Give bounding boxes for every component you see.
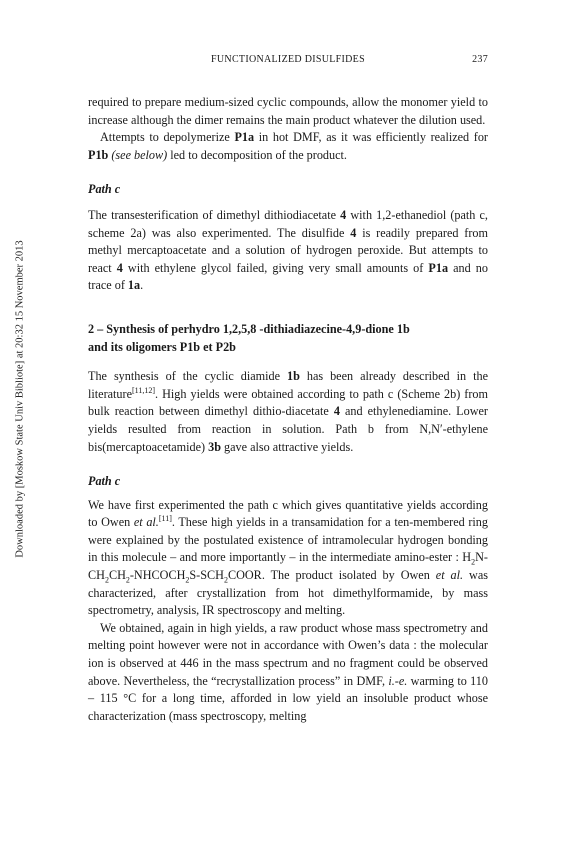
download-watermark [14, 164, 26, 634]
citation-11: [11] [158, 514, 172, 524]
subheading-path-c: Path c [88, 182, 121, 197]
paragraph-transesterification: The transesterification of dimethyl dithiodiacetate 4 with 1,2-ethanediol (path c, scheme 2a) was also experimented. The disulfide 4 is readily prepared from methyl mercaptoacetate and a solution of hydrogen peroxide. But attempts to react 4 with ethylene glycol failed, giving very small amounts of P1a and no trace of 1a. [88, 207, 488, 293]
paragraph-dilution: required to prepare medium-sized cyclic compounds, allow the monomer yield to increase although the dimer remains the main product whatever the dilution used. [88, 95, 488, 127]
paragraph-raw-product: We obtained, again in high yields, a raw product whose mass spectrometry and melting point however were not in accordance with Owen’s data : the molecular ion is observed at 446 in the mass spectrum and no fragment could be observed above. Nevertheless, the “recrystallization process” in DMF, i.-e. warming to 110 – 115 °C for a long time, afforded in low yield an insoluble product whose characterization (mass spectroscopy, melting [88, 620, 488, 723]
paragraph-depolymerize: Attempts to depolymerize P1a in hot DMF, as it was efficiently realized for P1b (see below) led to decomposition of the product. [88, 130, 488, 162]
paragraph-cyclic-diamide: The synthesis of the cyclic diamide 1b has been already described in the literature[11,12]. High yields were obtained according to path c (Scheme 2b) from bulk reaction between dimethyl dithio-diacetate 4 and ethylenediamine. Lower yields resulted from reaction in solution. Path b from N,N′-ethylene bis(mercaptoacetamide) 3b gave also attractive yields. [88, 369, 488, 454]
citation-11-12: [11,12] [131, 385, 156, 395]
subheading-path-c-second: Path c [88, 474, 121, 489]
running-header [88, 54, 488, 70]
page-number: 237 [472, 54, 488, 65]
download-watermark-text: Downloaded by [Moskow State Univ Bibliote] at 20:32 15 November 2013 [14, 240, 26, 558]
article-body [88, 94, 488, 725]
section-heading-synthesis: 2 – Synthesis of perhydro 1,2,5,8 -dithiadiazecine-4,9-dione 1b and its oligomers P1b et P2b [88, 321, 410, 354]
paragraph-owen: We have first experimented the path c which gives quantitative yields according to Owen et al.[11]. These high yields in a transamidation for a ten-membered ring were explained by the postulated existence of intramolecular hydrogen bonding in this molecule – and more importantly – in the intermediate amino-ester : $H_2N-CH_2CH_2-NHCOCH_2S-SCH_2COOR$. The product isolated by Owen et al. was characterized, after crystallization from hot dimethylformamide, by mass spectrometry, analysis, IR spectroscopy and melting. [88, 497, 488, 618]
running-title: FUNCTIONALIZED DISULFIDES [211, 54, 365, 65]
